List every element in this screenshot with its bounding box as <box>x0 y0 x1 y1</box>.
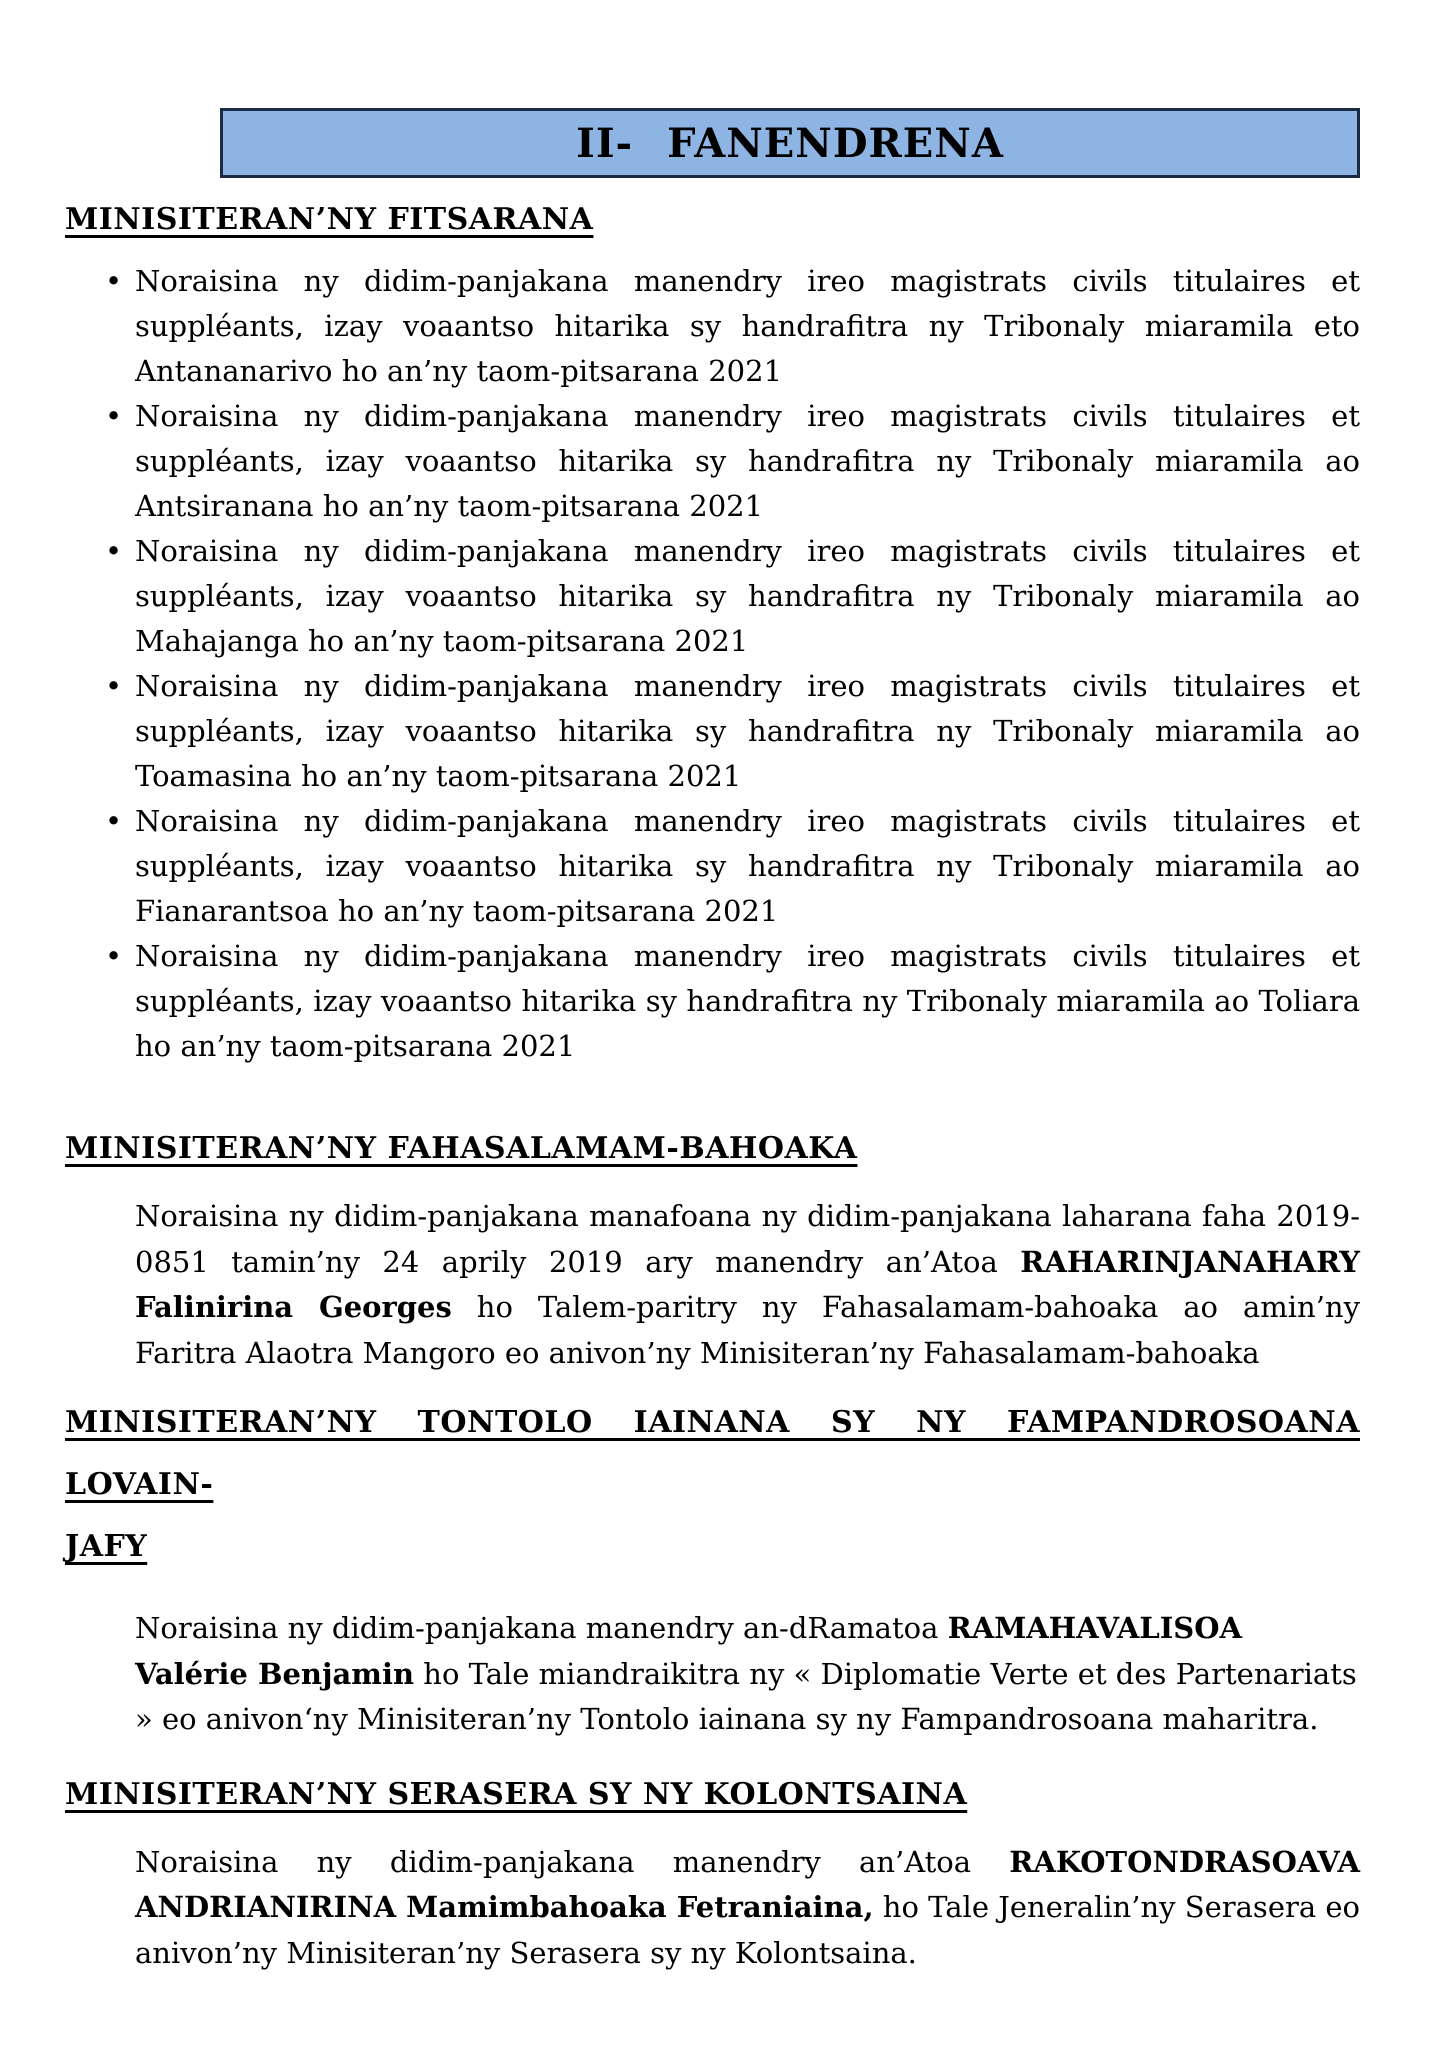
environment-paragraph-pre: Noraisina ny didim-panjakana manendry an-dRamatoa <box>135 1611 948 1645</box>
bullet-item-mahajanga: • Noraisina ny didim-panjakana manendry ireo magistrats civils titulaires et suppléants, izay voaantso hitarika sy handrafitra ny Tribonaly miaramila ao Mahajanga ho an’ny taom-pitsarana 2021 <box>65 529 1360 664</box>
bullet-item-antananarivo: • Noraisina ny didim-panjakana manendry ireo magistrats civils titulaires et suppléants, izay voaantso hitarika sy handrafitra ny Tribonaly miaramila eto Antananarivo ho an’ny taom-pitsarana 2021 <box>65 259 1360 394</box>
justice-bullet-list <box>65 259 1360 1069</box>
communication-paragraph-pre: Noraisina ny didim-panjakana manendry an’Atoa <box>135 1844 1010 1879</box>
bullet-item-toliara: • Noraisina ny didim-panjakana manendry ireo magistrats civils titulaires et suppléants, izay voaantso hitarika sy handrafitra ny Tribonaly miaramila ao Toliara ho an’ny taom-pitsarana 2021 <box>65 934 1360 1069</box>
section-title-banner <box>220 108 1360 178</box>
communication-appointee-name: RAKOTONDRASOAVA ANDRIANIRINA Mamimbahoaka Fetraniaina, <box>135 1844 1360 1924</box>
communication-paragraph <box>135 1840 1360 1977</box>
communication-paragraph-post: ho Tale Jeneralin’ny Serasera eo anivon’ny Minisiteran’ny Serasera sy ny Kolontsaina. <box>135 1890 1360 1970</box>
environment-paragraph-post: ho Tale miandraikitra ny « Diplomatie Verte et des Partenariats » eo anivon‘ny Minisiteran’ny Tontolo iainana sy ny Fampandrosoana maharitra. <box>135 1656 1357 1736</box>
environment-paragraph <box>135 1606 1360 1743</box>
environment-appointee-name: RAMAHAVALISOA Valérie Benjamin <box>135 1611 1242 1691</box>
health-appointee-name: RAHARINJANAHARY Falinirina Georges <box>135 1244 1360 1324</box>
section-title: FANENDRENA <box>667 119 1004 167</box>
heading-ministry-communication: MINISITERAN’NY SERASERA SY NY KOLONTSAINA <box>65 1776 968 1812</box>
heading-ministry-justice: MINISITERAN’NY FITSARANA <box>65 202 594 237</box>
bullet-item-fianarantsoa: • Noraisina ny didim-panjakana manendry ireo magistrats civils titulaires et suppléants, izay voaantso hitarika sy handrafitra ny Tribonaly miaramila ao Fianarantsoa ho an’ny taom-pitsarana 2021 <box>65 799 1360 934</box>
heading-ministry-environment <box>65 1392 1360 1578</box>
heading-environment-line2: JAFY <box>65 1529 148 1564</box>
heading-environment-line1: MINISITERAN’NY TONTOLO IAINANA SY NY FAMPANDROSOANA LOVAIN- <box>65 1405 1360 1502</box>
health-paragraph <box>135 1194 1360 1376</box>
section-numeral: II- <box>576 119 634 167</box>
health-paragraph-pre: Noraisina ny didim-panjakana manafoana ny didim-panjakana laharana faha 2019-0851 tamin’ny 24 aprily 2019 ary manendry an’Atoa <box>135 1199 1360 1279</box>
health-paragraph-post: ho Talem-paritry ny Fahasalamam-bahoaka ao amin’ny Faritra Alaotra Mangoro eo anivon’ny Minisiteran’ny Fahasalamam-bahoaka <box>135 1290 1360 1370</box>
bullet-item-antsiranana: • Noraisina ny didim-panjakana manendry ireo magistrats civils titulaires et suppléants, izay voaantso hitarika sy handrafitra ny Tribonaly miaramila ao Antsiranana ho an’ny taom-pitsarana 2021 <box>65 394 1360 529</box>
bullet-item-toamasina: • Noraisina ny didim-panjakana manendry ireo magistrats civils titulaires et suppléants, izay voaantso hitarika sy handrafitra ny Tribonaly miaramila ao Toamasina ho an’ny taom-pitsarana 2021 <box>65 664 1360 799</box>
heading-ministry-health: MINISITERAN’NY FAHASALAMAM-BAHOAKA <box>65 1131 858 1166</box>
